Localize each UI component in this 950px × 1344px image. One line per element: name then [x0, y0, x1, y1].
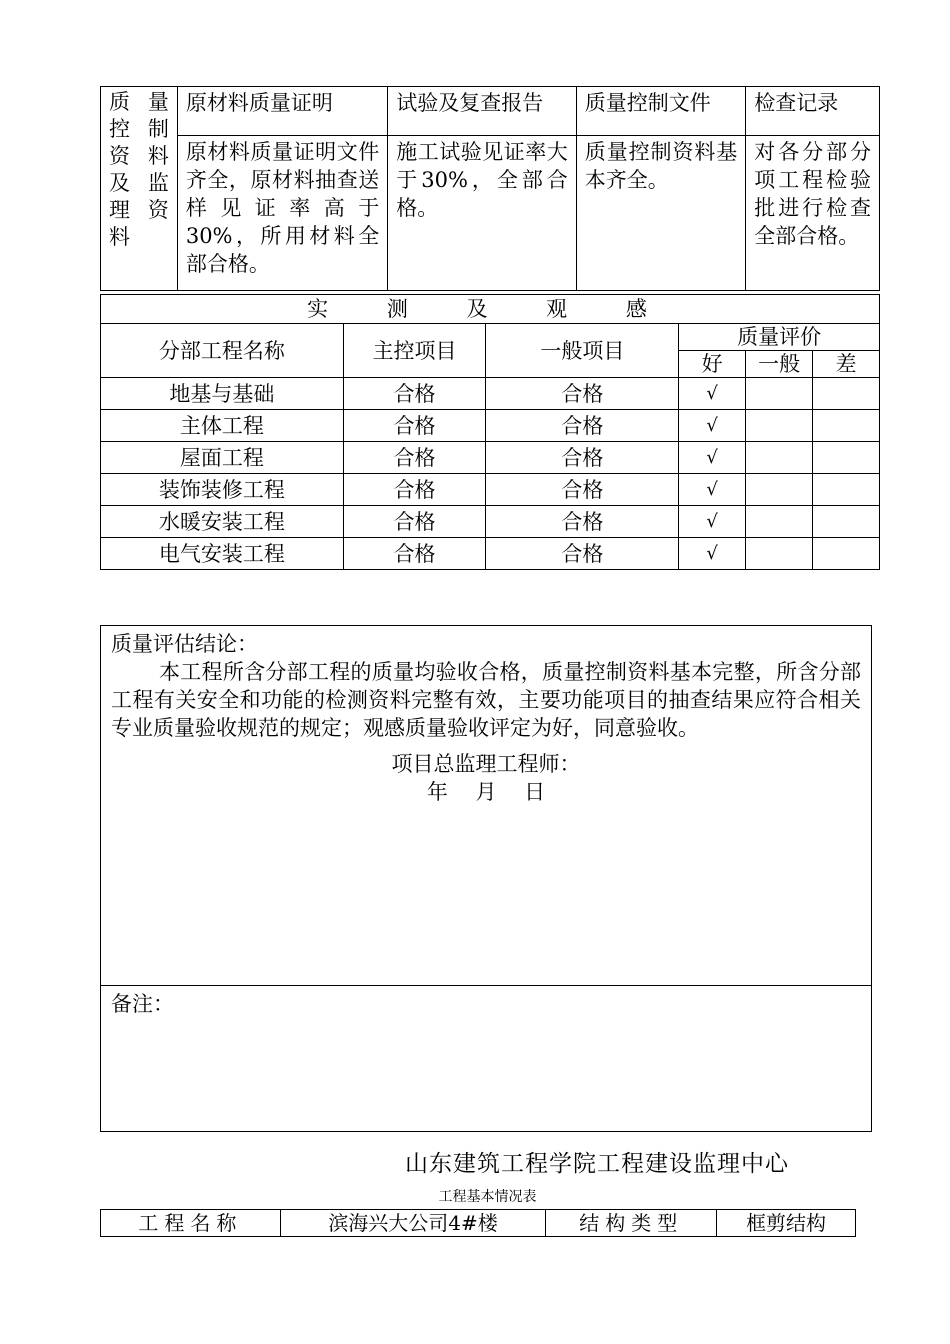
header-quality-eval: 质量评价	[679, 324, 880, 351]
general-items-cell: 合格	[486, 474, 679, 506]
header-main-items: 主控项目	[343, 324, 486, 378]
table-row	[101, 442, 880, 474]
eval-good-cell: √	[679, 538, 746, 570]
test-report-content: 施工试验见证率大于30%，全部合格。	[388, 136, 577, 291]
general-items-cell: 合格	[486, 410, 679, 442]
eval-good-cell: √	[679, 378, 746, 410]
main-items-cell: 合格	[343, 538, 486, 570]
main-items-cell: 合格	[343, 506, 486, 538]
general-items-cell: 合格	[486, 506, 679, 538]
conclusion-text: 本工程所含分部工程的质量均验收合格，质量控制资料基本完整，所含分部工程有关安全和功能的检测资料完整有效，主要功能项目的抽查结果应符合相关专业质量验收规范的规定；观感质量验收评定为好，同意验收。	[111, 660, 861, 740]
project-name-label: 工程名称	[101, 1210, 281, 1237]
chief-engineer-signature: 项目总监理工程师：	[391, 752, 581, 776]
general-items-cell: 合格	[486, 378, 679, 410]
main-items-cell: 合格	[343, 410, 486, 442]
structure-type-label: 结构类型	[546, 1210, 717, 1237]
col-header-inspection-record: 检查记录	[746, 87, 880, 136]
main-items-cell: 合格	[343, 474, 486, 506]
eval-ordinary-cell	[746, 506, 813, 538]
general-items-cell: 合格	[486, 442, 679, 474]
general-items-cell: 合格	[486, 538, 679, 570]
part-name-cell: 屋面工程	[101, 442, 344, 474]
eval-poor-cell	[813, 378, 880, 410]
eval-good-cell: √	[679, 410, 746, 442]
structure-type-value: 框剪结构	[717, 1210, 856, 1237]
inspection-record-content: 对各分部分项工程检验批进行检查全部合格。	[746, 136, 880, 291]
eval-ordinary-cell	[746, 378, 813, 410]
eval-poor-cell	[813, 538, 880, 570]
eval-ordinary-cell	[746, 474, 813, 506]
part-name-cell: 水暖安装工程	[101, 506, 344, 538]
section-title: 实 测 及 观 感	[101, 295, 880, 324]
part-name-cell: 主体工程	[101, 410, 344, 442]
header-good: 好	[679, 351, 746, 378]
part-name-cell: 装饰装修工程	[101, 474, 344, 506]
header-general-items: 一般项目	[486, 324, 679, 378]
project-info-table	[100, 1209, 856, 1237]
eval-ordinary-cell	[746, 410, 813, 442]
measurement-table	[100, 294, 880, 570]
part-name-cell: 电气安装工程	[101, 538, 344, 570]
remarks-box	[100, 985, 872, 1132]
table-row	[101, 474, 880, 506]
eval-good-cell: √	[679, 506, 746, 538]
signature-date: 年 月 日	[426, 780, 546, 804]
material-cert-content: 原材料质量证明文件齐全，原材料抽查送样见证率高于30%，所用材料全部合格。	[177, 136, 387, 291]
table-row	[101, 378, 880, 410]
info-table-title: 工程基本情况表	[438, 1189, 537, 1205]
main-items-cell: 合格	[343, 442, 486, 474]
materials-table	[100, 86, 880, 291]
conclusion-box	[100, 625, 872, 985]
table-row	[101, 410, 880, 442]
col-header-quality-control: 质量控制文件	[576, 87, 746, 136]
eval-poor-cell	[813, 506, 880, 538]
eval-ordinary-cell	[746, 442, 813, 474]
part-name-cell: 地基与基础	[101, 378, 344, 410]
header-poor: 差	[813, 351, 880, 378]
col-header-test-report: 试验及复查报告	[388, 87, 577, 136]
main-items-cell: 合格	[343, 378, 486, 410]
eval-good-cell: √	[679, 474, 746, 506]
quality-control-content: 质量控制资料基本齐全。	[576, 136, 746, 291]
eval-poor-cell	[813, 410, 880, 442]
header-ordinary: 一般	[746, 351, 813, 378]
eval-poor-cell	[813, 474, 880, 506]
table-row	[101, 538, 880, 570]
eval-ordinary-cell	[746, 538, 813, 570]
row-header-quality-docs: 质量控制资料及监理资料	[101, 87, 178, 291]
header-part-name: 分部工程名称	[101, 324, 344, 378]
organization-name: 山东建筑工程学院工程建设监理中心	[405, 1151, 789, 1177]
col-header-material-cert: 原材料质量证明	[177, 87, 387, 136]
project-name-value: 滨海兴大公司4#楼	[280, 1210, 546, 1237]
eval-good-cell: √	[679, 442, 746, 474]
table-row	[101, 506, 880, 538]
remarks-label: 备注：	[111, 992, 174, 1016]
conclusion-label: 质量评估结论：	[111, 632, 258, 656]
eval-poor-cell	[813, 442, 880, 474]
